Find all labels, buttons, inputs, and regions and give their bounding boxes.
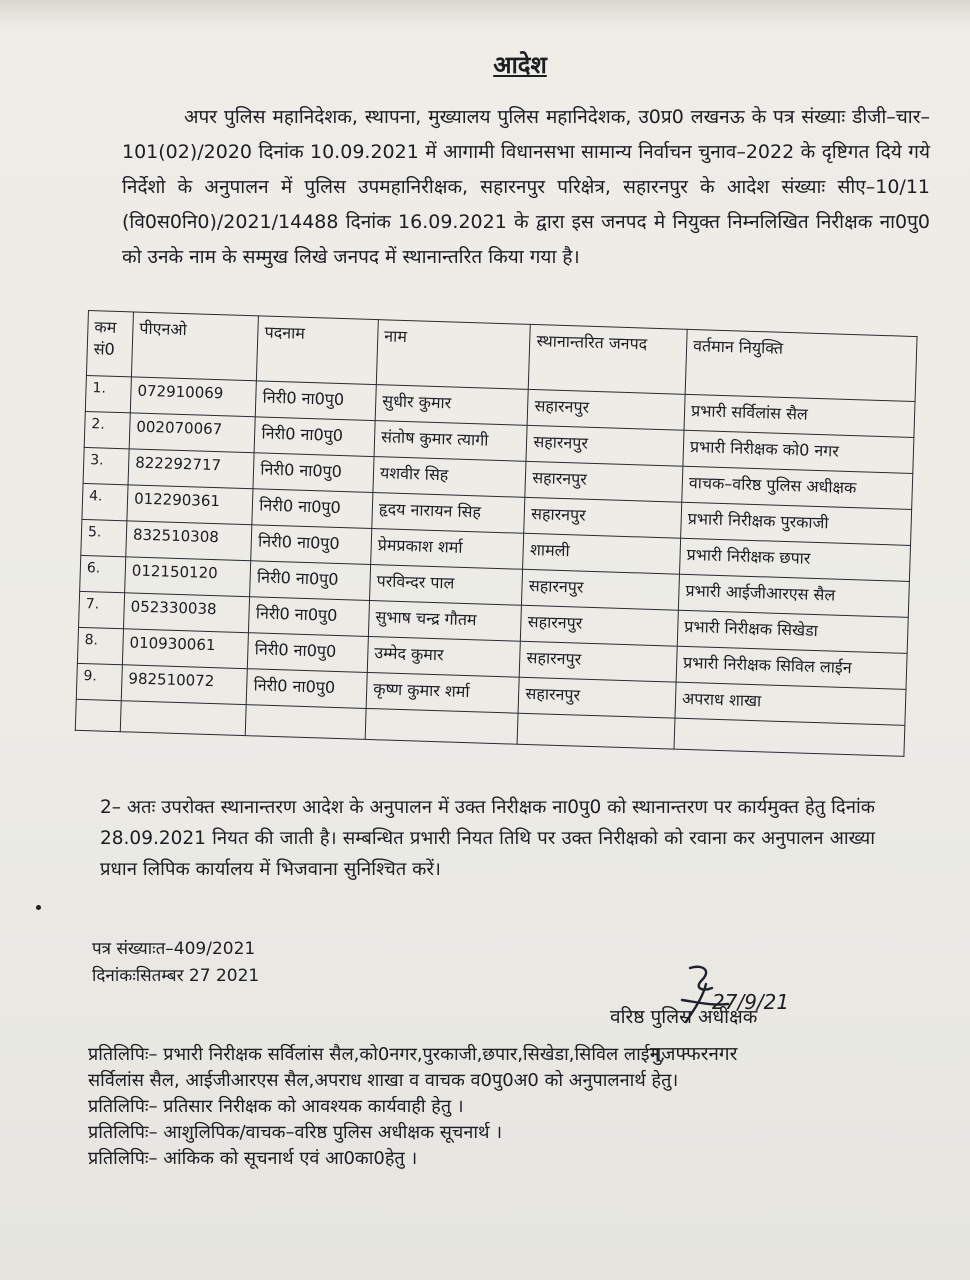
document-title: आदेश [493,51,547,79]
cell-designation: निरी0 ना0पु0 [256,381,377,421]
header-posting: वर्तमान नियुक्ति [685,329,917,401]
cell-designation: निरी0 ना0पु0 [251,525,372,565]
cell-name: यशवीर सिह [373,457,526,498]
cell-blank [75,699,121,731]
cell-sn: 7. [79,591,125,628]
cell-name: उम्मेद कुमार [367,636,520,677]
cell-sn: 6. [80,555,126,592]
cell-pno: 002070067 [129,413,255,453]
cell-pno: 072910069 [130,377,256,417]
paragraph-1-text: अपर पुलिस महानिदेशक, स्थापना, मुख्यालय पुलिस महानिदेशक, उ0प्र0 लखनऊ के पत्र संख्याः डीजी–चार–101(02)/2020 दिनांक 10.09.2021 में आगामी विधानसभा सामान्य निर्वाचन चुनाव–2022 के दृष्टिगत दिये गये निर्देशो के अनुपालन में पुलिस उपमहानिरीक्षक, सहारनपुर परिक्षेत्र, सहारनपुर के आदेश संख्याः सीए–10/11 (वि0स0नि0)/2021/14488 दिनांक 16.09.2021 के द्वारा इस जनपद मे नियुक्त निम्नलिखित निरीक्षक ना0पु0 को उनके नाम के सम्मुख लिखे जनपद में स्थानान्तरित किया गया है। [122,106,930,268]
cell-sn: 2. [84,411,130,448]
cell-sn: 9. [76,663,122,700]
cell-designation: निरी0 ना0पु0 [249,597,370,637]
copy-line: प्रतिलिपिः– प्रतिसार निरीक्षक को आवश्यक कार्यवाही हेतु । [88,1096,464,1117]
cell-district: सहारनपुर [520,641,678,682]
copy-line: प्रतिलिपिः– आशुलिपिक/वाचक–वरिष्ठ पुलिस अधीक्षक सूचनार्थ । [88,1122,503,1143]
cell-blank [365,708,518,744]
copy-line: प्रतिलिपिः– आंकिक को सूचनार्थ एवं आ0का0हेतु । [88,1148,418,1169]
page-edge-shadow [0,0,970,30]
cell-name: कृष्ण कुमार शर्मा [366,672,519,713]
cell-posting: प्रभारी सर्विलांस सैल [684,394,915,437]
cell-name: सुभाष चन्द्र गौतम [368,600,521,641]
cell-sn: 5. [81,519,127,556]
letter-date: दिनांकःसितम्बर 27 2021 [92,966,260,986]
signature-date: 27/9/21 [712,990,790,1014]
cell-posting: प्रभारी निरीक्षक सिखेडा [677,610,908,653]
cell-district: सहारनपुर [527,389,685,430]
cell-posting: प्रभारी निरीक्षक सिविल लाईन [676,646,907,689]
cell-designation: निरी0 ना0पु0 [254,417,375,457]
cell-name: सुधीर कुमार [375,385,528,426]
copy-line: सर्विलांस सैल, आईजीआरएस सैल,अपराध शाखा व वाचक व0पु0अ0 को अनुपालनार्थ हेतु। [88,1070,679,1091]
cell-designation: निरी0 ना0पु0 [248,633,369,673]
cell-pno: 822292717 [128,449,254,489]
cell-posting: अपराध शाखा [675,682,906,725]
cell-pno: 010930061 [122,629,248,669]
cell-district: शामली [523,533,681,574]
cell-district: सहारनपुर [524,497,682,538]
cell-blank [674,718,905,756]
cell-designation: निरी0 ना0पु0 [250,561,371,601]
header-designation: पदनाम [257,316,379,385]
cell-sn: 3. [83,447,129,484]
cell-district: सहारनपुर [526,425,684,466]
signatory-place: मुजफ्फरनगर [650,1043,738,1065]
header-sn: कम सं0 [86,311,133,377]
cell-pno: 012290361 [127,485,253,525]
cell-pno: 052330038 [124,593,250,633]
cell-posting: प्रभारी आईजीआरएस सैल [678,574,909,617]
cell-blank [517,713,674,749]
cell-district: सहारनपुर [525,461,683,502]
cell-pno: 982510072 [121,665,247,705]
cell-sn: 8. [77,627,123,664]
cell-posting: प्रभारी निरीक्षक को0 नगर [683,430,914,473]
cell-name: हृदय नारायन सिह [372,493,525,534]
cell-blank [120,701,246,736]
header-district: स्थानान्तरित जनपद [529,324,688,394]
cell-designation: निरी0 ना0पु0 [252,489,373,529]
cell-designation: निरी0 ना0पु0 [247,669,368,709]
transfer-table [75,310,918,757]
cell-district: सहारनपुर [521,605,679,646]
cell-posting: वाचक–वरिष्ठ पुलिस अधीक्षक [682,466,913,509]
cell-posting: प्रभारी निरीक्षक छपार [679,538,910,581]
cell-sn: 4. [82,483,128,520]
cell-district: सहारनपुर [518,677,676,718]
signatory-title: वरिष्ठ पुलिस अधीक्षक [610,1006,758,1028]
cell-name: परविन्दर पाल [370,565,523,606]
cell-name: प्रेमप्रकाश शर्मा [371,529,524,570]
cell-pno: 012150120 [125,557,251,597]
letter-number: पत्र संख्याःत–409/2021 [92,939,256,959]
copy-line: प्रतिलिपिः– प्रभारी निरीक्षक सर्विलांस सैल,को0नगर,पुरकाजी,छपार,सिखेडा,सिविल लाईन, [88,1044,666,1065]
cell-pno: 832510308 [126,521,252,561]
cell-designation: निरी0 ना0पु0 [253,453,374,493]
order-paragraph-2: 2– अतः उपरोक्त स्थानान्तरण आदेश के अनुपालन में उक्त निरीक्षक ना0पु0 को स्थानान्तरण पर कार्यमुक्त हेतु दिनांक 28.09.2021 नियत की जाती है। सम्बन्धित प्रभारी नियत तिथि पर उक्त निरीक्षको को रवाना कर अनुपालन आख्या प्रधान लिपिक कार्यालय में भिजवाना सुनिश्चित करें। [100,797,875,880]
header-pno: पीएनओ [131,312,258,381]
cell-blank [246,705,367,740]
cell-district: सहारनपुर [522,569,680,610]
header-name: नाम [376,320,530,390]
cell-posting: प्रभारी निरीक्षक पुरकाजी [681,502,912,545]
order-paragraph-1 [122,100,930,275]
ink-dot [36,905,41,910]
cell-name: संतोष कुमार त्यागी [374,421,527,462]
cell-sn: 1. [85,375,131,412]
